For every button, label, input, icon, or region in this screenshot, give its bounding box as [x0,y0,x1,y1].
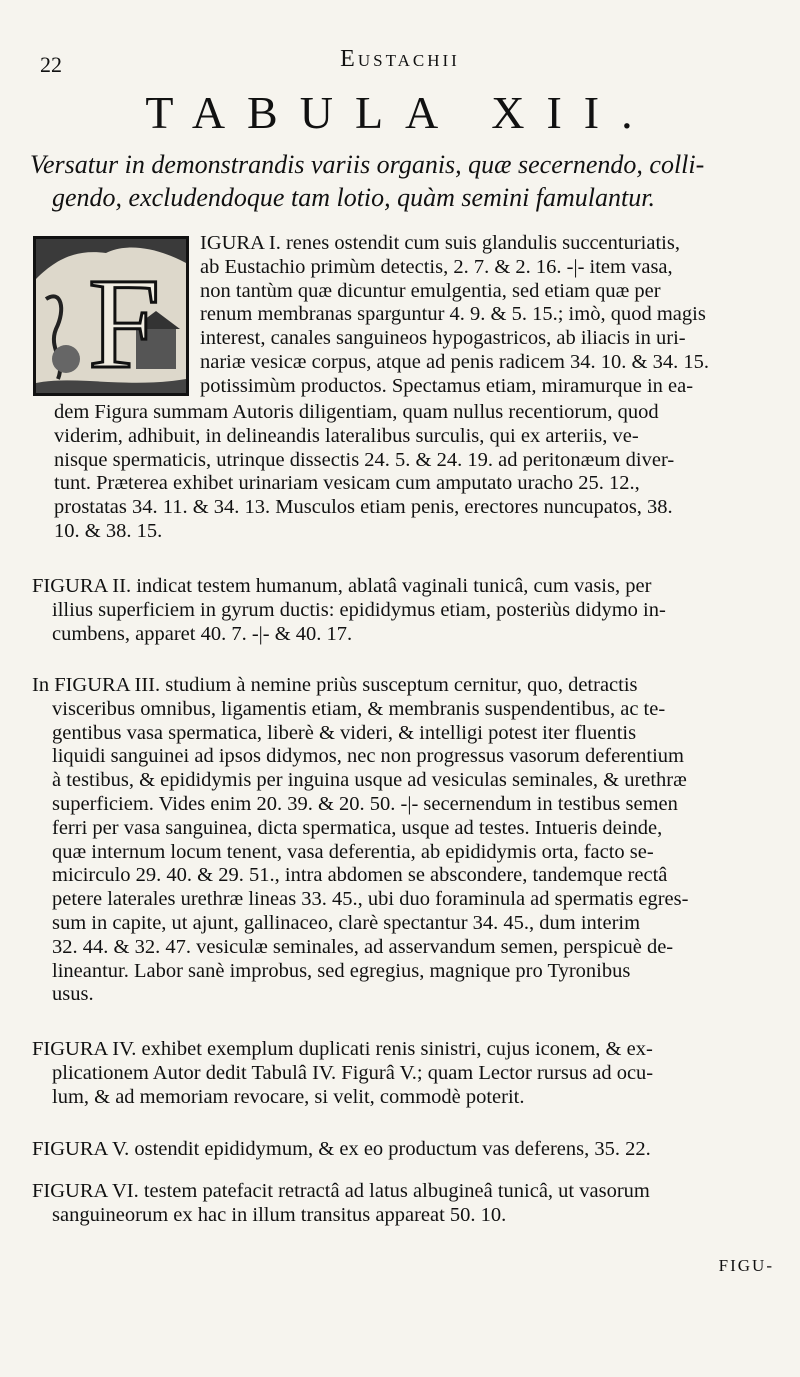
woodcut-initial-icon [36,239,186,393]
page-title: TABULA XII. [145,87,655,138]
text-line: nisque spermaticis, utrinque dissectis 24. 5. & 24. 19. ad peritonæum diver- [54,448,675,471]
text-line: cumbens, apparet 40. 7. -|- & 40. 17. [52,622,353,645]
text-line: usus. [52,983,94,1006]
text-line: viderim, adhibuit, in delineandis lateralibus surculis, qui ex arteriis, ve- [54,424,639,447]
figura-2-paragraph [32,575,782,646]
text-line: lum, & ad memoriam revocare, si velit, commodè poterit. [52,1085,525,1108]
text-line: prostatas 34. 11. & 34. 13. Musculos etiam penis, erectores nuncupatos, 38. [54,496,673,519]
text-line: potissimùm productos. Spectamus etiam, miramurque in ea- [200,374,694,397]
catchword: FIGU- [718,1256,774,1275]
text-line: ab Eustachio primùm detectis, 2. 7. & 2. 16. -|- item vasa, [200,255,673,278]
text-line: renum membranas sparguntur 4. 9. & 5. 15.; imò, quod magis [200,303,706,326]
text-line: superficiem. Vides enim 20. 39. & 20. 50. -|- secernendum in testibus semen [52,792,678,815]
text-line: lineantur. Labor sanè improbus, sed egregius, magnique pro Tyronibus [52,959,631,982]
text-line: FIGURA IV. exhibet exemplum duplicati renis sinistri, cujus iconem, & ex- [32,1038,653,1060]
text-line: nariæ vesicæ corpus, atque ad penis radicem 34. 10. & 34. 15. [200,350,709,373]
text-line: tunt. Præterea exhibet urinariam vesicam cum amputato uracho 25. 12., [54,472,640,495]
text-line: petere laterales urethræ lineas 33. 45., ubi duo foraminula ad spermatis egres- [52,888,689,911]
text-line: visceribus omnibus, ligamentis etiam, & membranis suspendentibus, ac te- [52,697,666,720]
text-line: 10. & 38. 15. [54,519,163,542]
text-line: quæ internum locum tenent, vasa deferentia, ab epididymis orta, facto se- [52,840,654,863]
text-line: FIGURA V. ostendit epididymum, & ex eo productum vas deferens, 35. 22. [32,1138,651,1160]
text-line: ferri per vasa sanguinea, dicta spermatica, usque ad testes. Intueris deinde, [52,816,663,839]
figura-3-paragraph [32,674,782,1007]
text-line: plicationem Autor dedit Tabulâ IV. Figurâ V.; quam Lector rursus ad ocu- [52,1061,654,1084]
intro-line: gendo, excludendoque tam lotio, quàm semini famulantur. [52,183,655,212]
text-line: sanguineorum ex hac in illum transitus appareat 50. 10. [52,1203,507,1226]
text-line: FIGURA II. indicat testem humanum, ablatâ vaginali tunicâ, cum vasis, per [32,575,652,597]
text-line: interest, canales sanguineos hypogastricos, ab iliacis in uri- [200,327,686,350]
text-line: dem Figura summam Autoris diligentiam, quam nullus recentiorum, quod [54,401,659,423]
figura-1-second-block [54,401,779,544]
text-line: FIGURA VI. testem patefacit retractâ ad latus albugineâ tunicâ, ut vasorum [32,1180,650,1202]
text-line: sum in capite, ut ajunt, gallinaceo, clarè spectantur 34. 45., dum interim [52,911,641,934]
text-line: micirculo 29. 40. & 29. 51., intra abdomen se abscondere, tandemque rectâ [52,864,668,887]
page-number: 22 [40,52,62,77]
intro-italic [30,148,780,214]
figura-1-first-block [200,232,775,399]
text-line: à testibus, & epididymis per inguina usque ad vesiculas seminales, & urethræ [52,769,687,792]
text-line: non tantùm quæ dicuntur emulgentia, sed etiam quæ per [200,279,661,302]
figura-5-paragraph [32,1138,782,1162]
figura-4-paragraph [32,1038,782,1109]
text-line: IGURA I. renes ostendit cum suis glandulis succenturiatis, [200,232,680,254]
svg-text:F: F [88,252,161,393]
text-line: 32. 44. & 32. 47. vesiculæ seminales, ad asservandum semen, perspicuè de- [52,935,674,958]
figura-6-paragraph [32,1180,782,1228]
text-line: liquidi sanguinei ad ipsos didymos, nec non progressus vasorum deferentium [52,745,684,768]
text-line: illius superficiem in gyrum ductis: epididymus etiam, posteriùs didymo in- [52,598,666,621]
text-line: In FIGURA III. studium à nemine priùs susceptum cernitur, quo, detractis [32,674,638,696]
text-line: gentibus vasa spermatica, liberè & videri, & intelligi potest iter fluentis [52,721,637,744]
decorative-initial-f [33,236,189,396]
intro-line: Versatur in demonstrandis variis organis, quæ secernendo, colli- [30,150,705,179]
running-title: Eustachii [340,46,460,72]
